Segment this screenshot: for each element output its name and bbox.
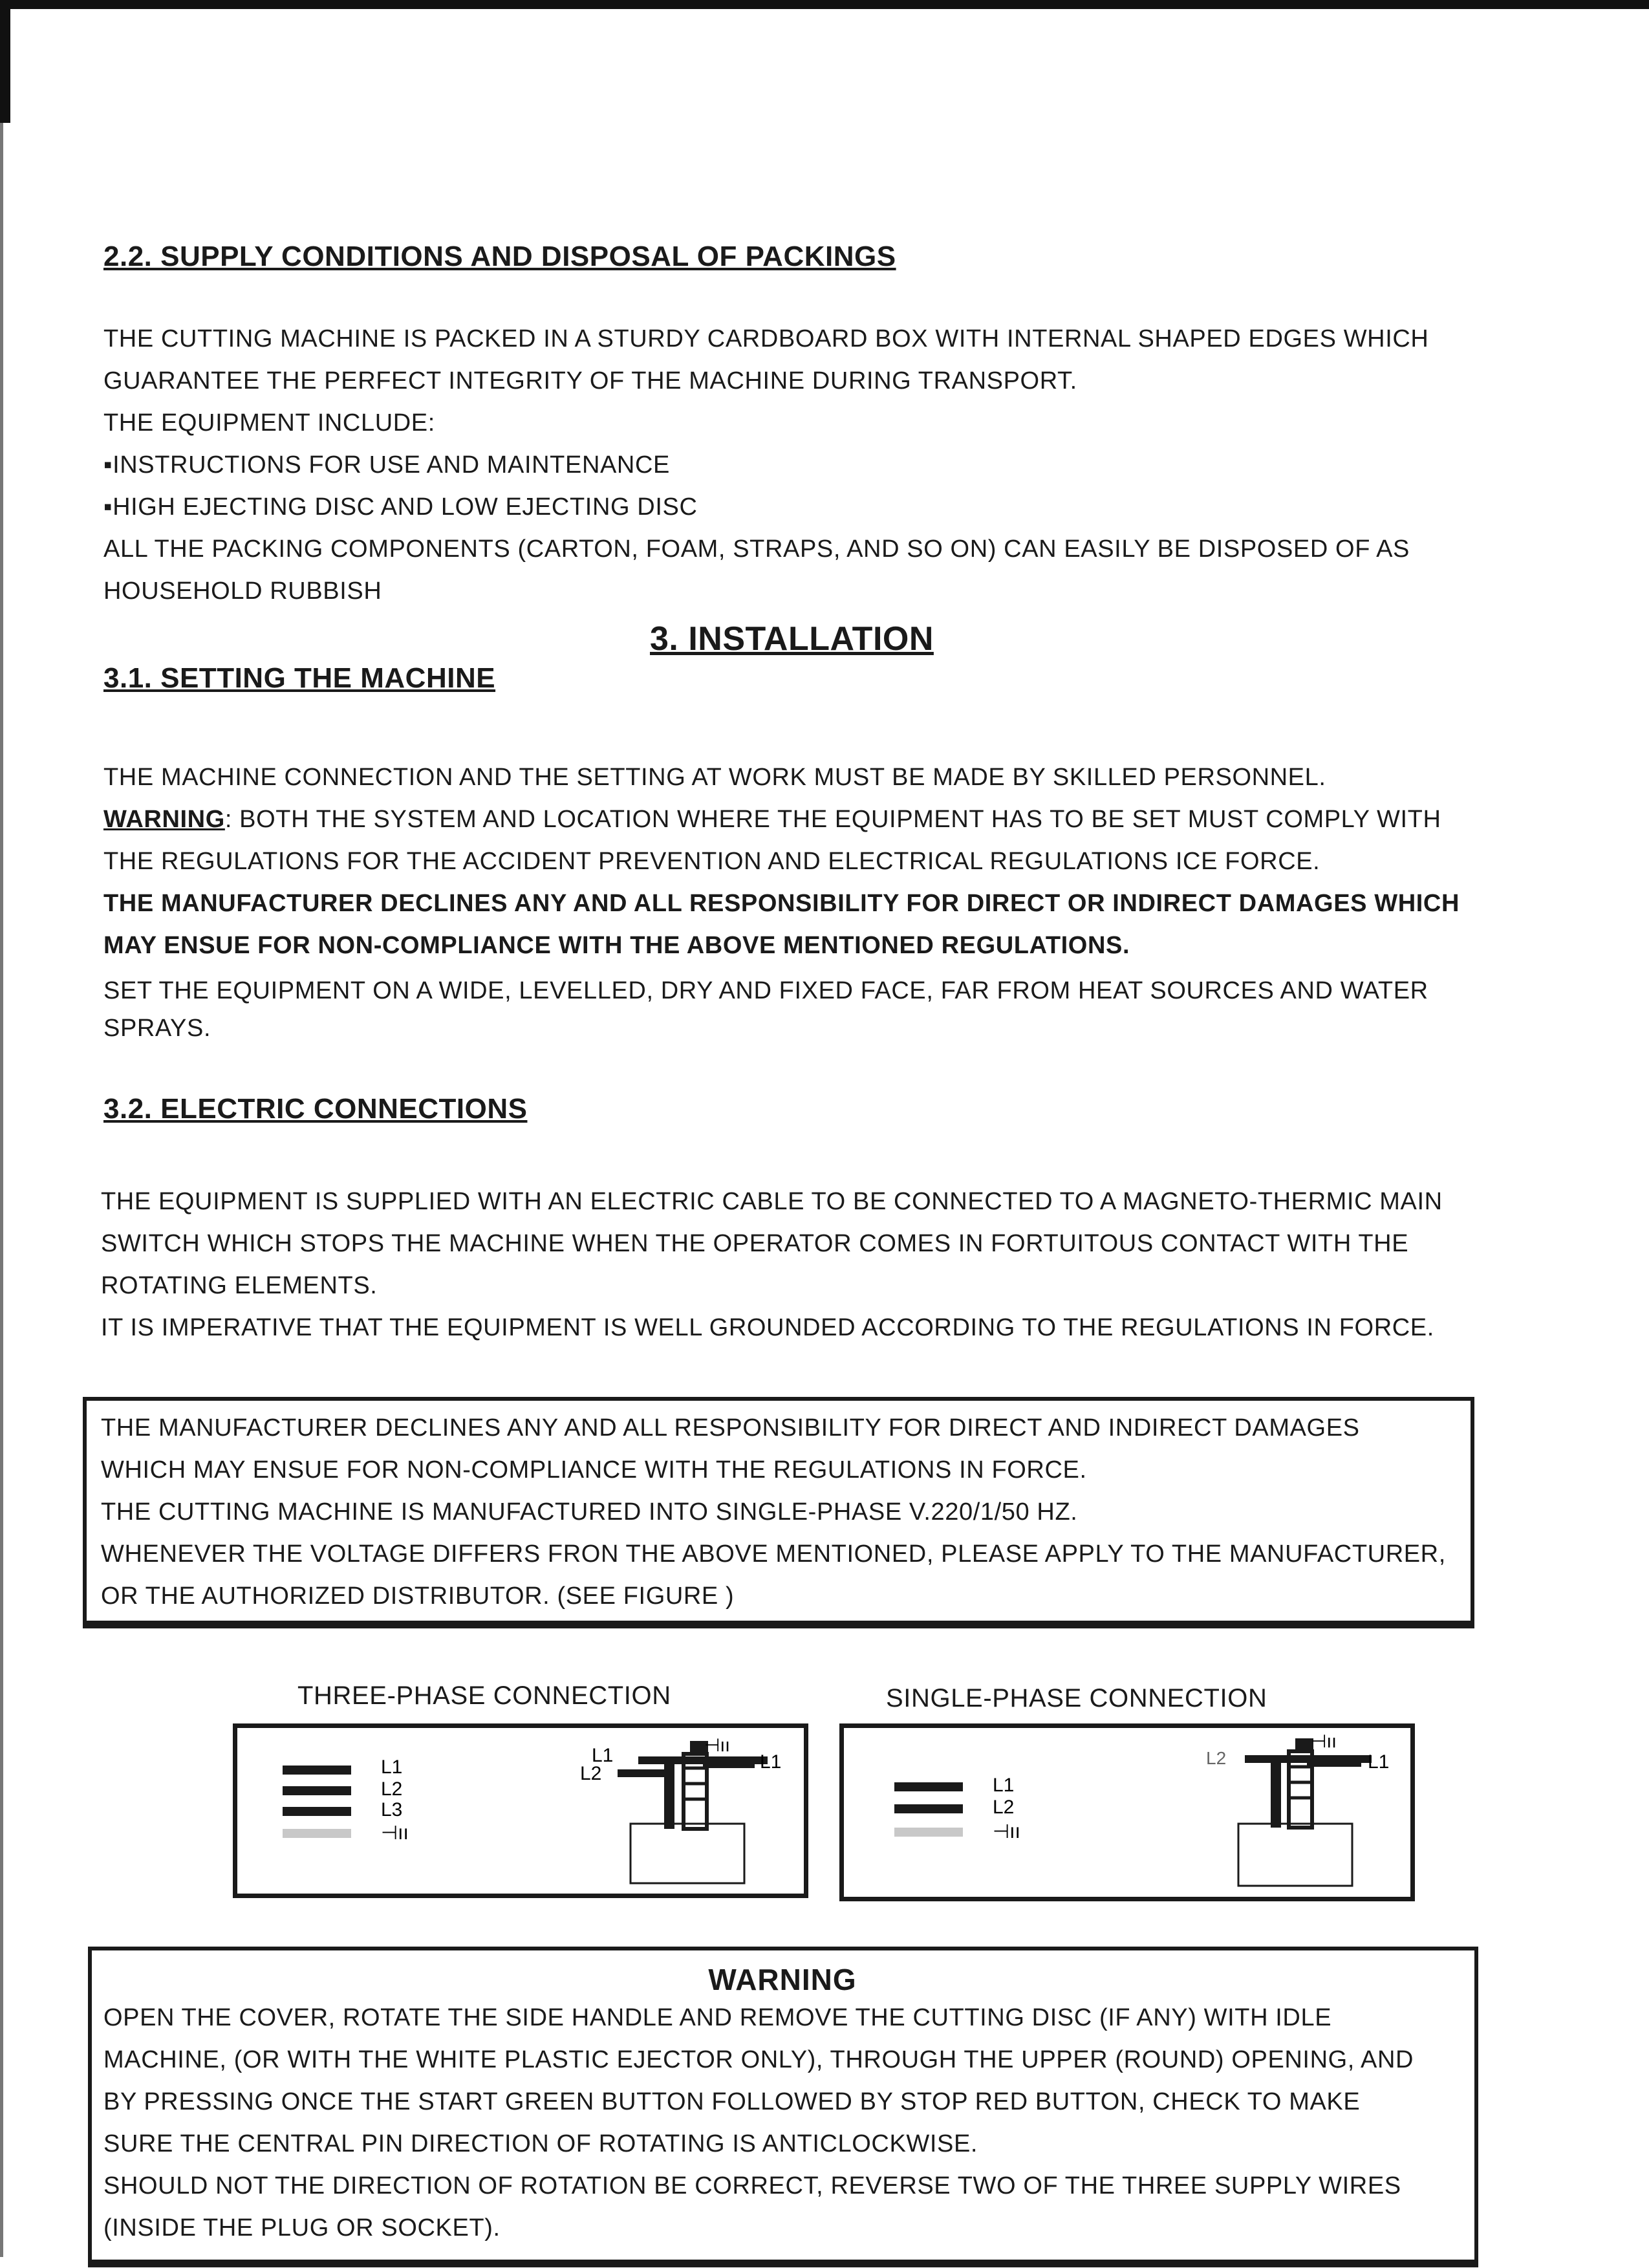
three-phase-title: THREE-PHASE CONNECTION — [297, 1681, 671, 1710]
notice-box — [83, 1397, 1474, 1625]
section-3-2-heading: 3.2. ELECTRIC CONNECTIONS — [103, 1093, 528, 1125]
warning-label: WARNING — [103, 806, 225, 833]
plug-body — [1238, 1824, 1352, 1886]
plug-l1-lead — [1307, 1760, 1361, 1767]
warning-box — [88, 1947, 1478, 2263]
section-2-2-line: THE EQUIPMENT INCLUDE: — [103, 409, 435, 437]
wire-l2 — [894, 1804, 963, 1813]
notice-line: WHICH MAY ENSUE FOR NON-COMPLIANCE WITH THE REGULATIONS IN FORCE. — [101, 1456, 1087, 1484]
section-2-2-heading: 2.2. SUPPLY CONDITIONS AND DISPOSAL OF PACKINGS — [103, 241, 896, 272]
section-3-1-line: SPRAYS. — [103, 1015, 211, 1042]
ground-symbol: ⊣ıı — [381, 1822, 409, 1844]
scan-left-edge — [0, 0, 10, 123]
warning-line: BY PRESSING ONCE THE START GREEN BUTTON FOLLOWED BY STOP RED BUTTON, CHECK TO MAKE — [103, 2088, 1361, 2115]
single-phase-svg — [844, 1728, 1410, 1897]
section-3-heading: 3. INSTALLATION — [650, 620, 934, 658]
warning-line: SURE THE CENTRAL PIN DIRECTION OF ROTATING IS ANTICLOCKWISE. — [103, 2130, 978, 2157]
list-item-discs: ▪HIGH EJECTING DISC AND LOW EJECTING DISC — [103, 493, 698, 521]
section-2-2-line: THE CUTTING MACHINE IS PACKED IN A STURDY CARDBOARD BOX WITH INTERNAL SHAPED EDGES WHICH — [103, 325, 1429, 352]
plug-pin — [1271, 1756, 1281, 1828]
plug-label-l1-right: L1 — [1368, 1751, 1390, 1773]
plug-body — [630, 1824, 744, 1883]
warning-line: OPEN THE COVER, ROTATE THE SIDE HANDLE AND REMOVE THE CUTTING DISC (IF ANY) WITH IDLE — [103, 2004, 1332, 2031]
scan-top-edge — [0, 0, 1649, 9]
section-3-1-line: THE MACHINE CONNECTION AND THE SETTING AT WORK MUST BE MADE BY SKILLED PERSONNEL. — [103, 764, 1326, 791]
warning-text: : BOTH THE SYSTEM AND LOCATION WHERE THE EQUIPMENT HAS TO BE SET MUST COMPLY WITH — [224, 806, 1441, 833]
three-phase-svg — [237, 1728, 804, 1894]
plug-ground-symbol: ⊣ıı — [704, 1734, 730, 1756]
wire-l3 — [283, 1807, 351, 1816]
plug-label-l1: L1 — [592, 1745, 614, 1766]
section-3-1-line: THE REGULATIONS FOR THE ACCIDENT PREVENTION AND ELECTRICAL REGULATIONS ICE FORCE. — [103, 848, 1320, 875]
section-3-1-warning-line — [103, 799, 1441, 841]
wire-l1 — [283, 1766, 351, 1775]
plug-l1-lead — [703, 1762, 755, 1768]
plug-label-l2: L2 — [1206, 1748, 1227, 1768]
section-3-2-line: THE EQUIPMENT IS SUPPLIED WITH AN ELECTRIC CABLE TO BE CONNECTED TO A MAGNETO-THERMIC MAIN — [101, 1188, 1443, 1215]
notice-line: THE CUTTING MACHINE IS MANUFACTURED INTO SINGLE-PHASE V.220/1/50 HZ. — [101, 1498, 1078, 1526]
scan-left-shadow — [0, 123, 3, 2257]
wire-ground — [283, 1829, 351, 1838]
warning-line: SHOULD NOT THE DIRECTION OF ROTATION BE CORRECT, REVERSE TWO OF THE THREE SUPPLY WIRES — [103, 2172, 1401, 2199]
notice-line: OR THE AUTHORIZED DISTRIBUTOR. (SEE FIGURE ) — [101, 1582, 735, 1610]
warning-line: MACHINE, (OR WITH THE WHITE PLASTIC EJECTOR ONLY), THROUGH THE UPPER (ROUND) OPENING, AND — [103, 2046, 1414, 2073]
section-2-2-line: HOUSEHOLD RUBBISH — [103, 578, 382, 605]
label-l1: L1 — [381, 1756, 403, 1778]
section-3-1-bold-line: THE MANUFACTURER DECLINES ANY AND ALL RESPONSIBILITY FOR DIRECT OR INDIRECT DAMAGES WHICH — [103, 890, 1460, 917]
section-3-2-line: ROTATING ELEMENTS. — [101, 1272, 378, 1299]
notice-line: WHENEVER THE VOLTAGE DIFFERS FRON THE ABOVE MENTIONED, PLEASE APPLY TO THE MANUFACTURER, — [101, 1540, 1446, 1568]
section-3-1-line: SET THE EQUIPMENT ON A WIDE, LEVELLED, DRY AND FIXED FACE, FAR FROM HEAT SOURCES AND WATER — [103, 977, 1428, 1004]
section-3-2-line: SWITCH WHICH STOPS THE MACHINE WHEN THE OPERATOR COMES IN FORTUITOUS CONTACT WITH THE — [101, 1230, 1409, 1257]
warning-line: (INSIDE THE PLUG OR SOCKET). — [103, 2214, 501, 2241]
ground-symbol: ⊣ıı — [993, 1820, 1020, 1843]
wire-ground — [894, 1828, 963, 1837]
wire-l1 — [894, 1782, 963, 1791]
plug-pin — [664, 1756, 674, 1829]
section-3-1-heading: 3.1. SETTING THE MACHINE — [103, 662, 496, 694]
plug-ground-symbol: ⊣ıı — [1311, 1731, 1337, 1752]
single-phase-diagram — [839, 1723, 1415, 1901]
wire-l2 — [283, 1786, 351, 1795]
warning-box-title: WARNING — [708, 1963, 857, 1996]
three-phase-diagram — [233, 1723, 808, 1898]
notice-line: THE MANUFACTURER DECLINES ANY AND ALL RESPONSIBILITY FOR DIRECT AND INDIRECT DAMAGES — [101, 1414, 1360, 1442]
section-2-2-line: ALL THE PACKING COMPONENTS (CARTON, FOAM, STRAPS, AND SO ON) CAN EASILY BE DISPOSED OF AS — [103, 535, 1410, 563]
plug-label-l1-right: L1 — [760, 1751, 782, 1773]
list-item-instructions: ▪INSTRUCTIONS FOR USE AND MAINTENANCE — [103, 451, 670, 479]
plug-label-l2: L2 — [580, 1763, 602, 1784]
single-phase-title: SINGLE-PHASE CONNECTION — [886, 1684, 1267, 1712]
section-3-1-bold-line: MAY ENSUE FOR NON-COMPLIANCE WITH THE ABOVE MENTIONED REGULATIONS. — [103, 932, 1130, 959]
label-l3: L3 — [381, 1799, 403, 1820]
plug-l2-lead — [618, 1769, 664, 1777]
section-2-2-line: GUARANTEE THE PERFECT INTEGRITY OF THE MACHINE DURING TRANSPORT. — [103, 367, 1077, 394]
label-l2: L2 — [993, 1797, 1015, 1818]
section-3-2-line: IT IS IMPERATIVE THAT THE EQUIPMENT IS WELL GROUNDED ACCORDING TO THE REGULATIONS IN FORCE. — [101, 1314, 1434, 1341]
label-l2: L2 — [381, 1778, 403, 1800]
label-l1: L1 — [993, 1775, 1015, 1796]
